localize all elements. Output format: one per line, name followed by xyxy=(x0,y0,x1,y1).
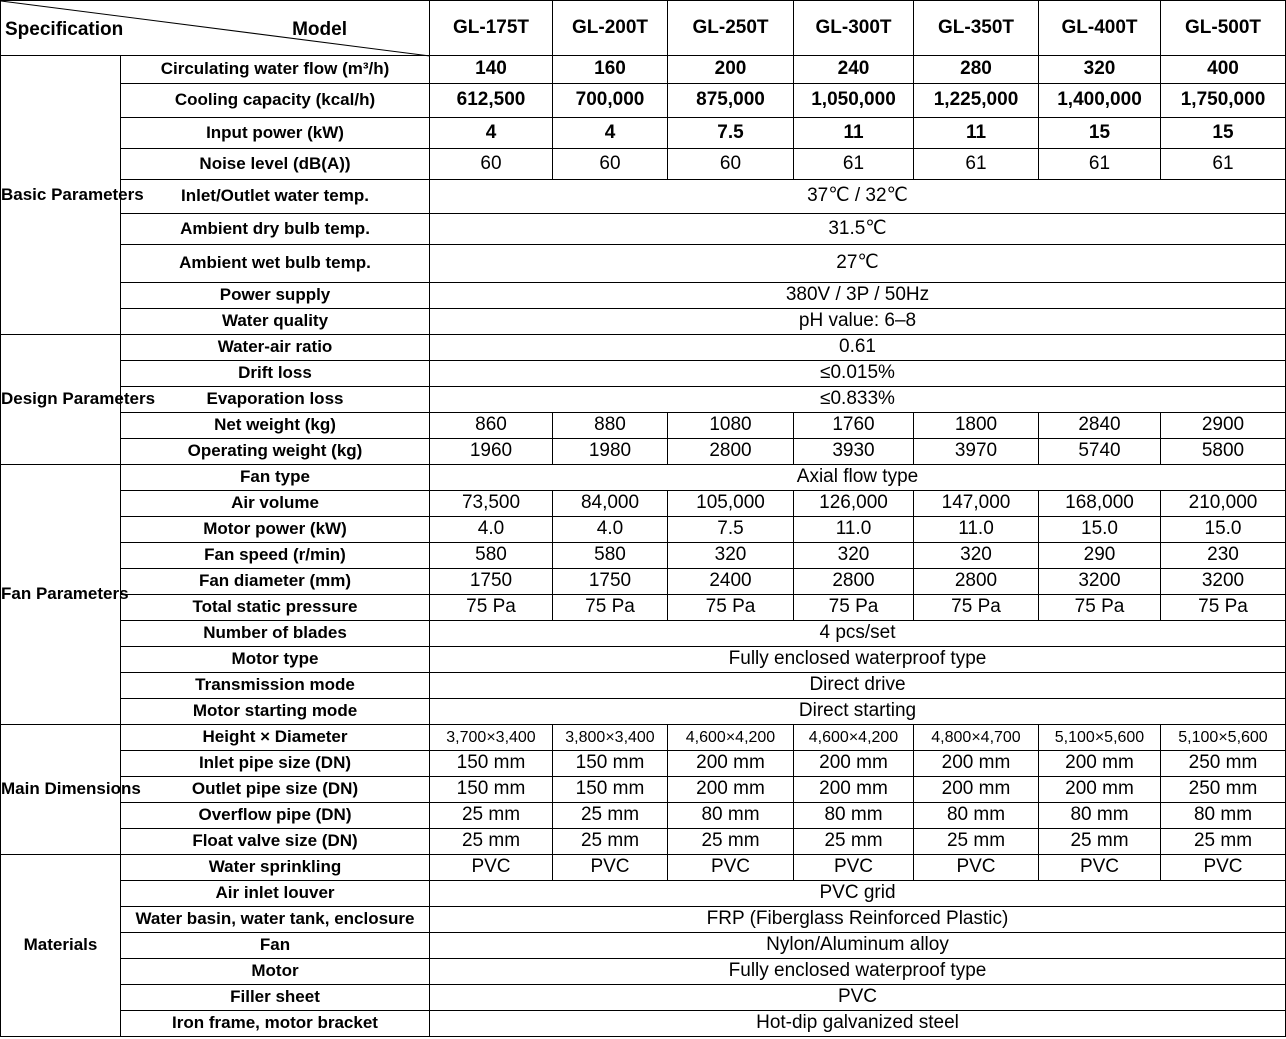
value-cell: 1,050,000 xyxy=(794,84,914,118)
merged-value-cell: 4 pcs/set xyxy=(430,621,1286,647)
value-cell: 150 mm xyxy=(430,777,553,803)
spec-body xyxy=(1,56,1286,1037)
table-row xyxy=(1,881,1286,907)
value-cell: 80 mm xyxy=(914,803,1039,829)
value-cell: 25 mm xyxy=(430,829,553,855)
merged-value-cell: Axial flow type xyxy=(430,465,1286,491)
value-cell: 80 mm xyxy=(1039,803,1161,829)
table-row xyxy=(1,621,1286,647)
table-row xyxy=(1,959,1286,985)
row-label: Ambient dry bulb temp. xyxy=(121,214,430,245)
corner-header xyxy=(1,1,430,56)
value-cell: 60 xyxy=(668,149,794,180)
value-cell: 4 xyxy=(553,118,668,149)
value-cell: 150 mm xyxy=(553,751,668,777)
value-cell: 3930 xyxy=(794,439,914,465)
value-cell: 2800 xyxy=(914,569,1039,595)
value-cell: 2900 xyxy=(1161,413,1286,439)
value-cell: 200 mm xyxy=(668,777,794,803)
model-label: Model xyxy=(292,19,347,41)
value-cell: 15 xyxy=(1161,118,1286,149)
table-row xyxy=(1,245,1286,283)
table-row xyxy=(1,84,1286,118)
value-cell: 580 xyxy=(430,543,553,569)
table-row xyxy=(1,543,1286,569)
header-row xyxy=(1,1,1286,56)
table-row xyxy=(1,569,1286,595)
value-cell: 320 xyxy=(668,543,794,569)
value-cell: 147,000 xyxy=(914,491,1039,517)
merged-value-cell: Hot-dip galvanized steel xyxy=(430,1011,1286,1037)
merged-value-cell: pH value: 6–8 xyxy=(430,309,1286,335)
table-row xyxy=(1,777,1286,803)
value-cell: 4.0 xyxy=(430,517,553,543)
value-cell: 61 xyxy=(914,149,1039,180)
value-cell: 105,000 xyxy=(668,491,794,517)
row-label: Evaporation loss xyxy=(121,387,430,413)
row-label: Drift loss xyxy=(121,361,430,387)
table-row xyxy=(1,56,1286,84)
value-cell: 168,000 xyxy=(1039,491,1161,517)
table-row xyxy=(1,387,1286,413)
value-cell: PVC xyxy=(553,855,668,881)
value-cell: 3,700×3,400 xyxy=(430,725,553,751)
value-cell: 3200 xyxy=(1039,569,1161,595)
table-row xyxy=(1,751,1286,777)
table-row xyxy=(1,829,1286,855)
value-cell: 320 xyxy=(1039,56,1161,84)
merged-value-cell: 0.61 xyxy=(430,335,1286,361)
section-name: Materials xyxy=(1,855,121,1037)
model-header: GL-175T xyxy=(430,1,553,56)
value-cell: 250 mm xyxy=(1161,777,1286,803)
row-label: Float valve size (DN) xyxy=(121,829,430,855)
value-cell: 25 mm xyxy=(553,803,668,829)
value-cell: 200 mm xyxy=(1039,777,1161,803)
row-label: Number of blades xyxy=(121,621,430,647)
value-cell: 75 Pa xyxy=(553,595,668,621)
row-label: Outlet pipe size (DN) xyxy=(121,777,430,803)
table-row xyxy=(1,855,1286,881)
value-cell: 5800 xyxy=(1161,439,1286,465)
value-cell: 200 mm xyxy=(914,751,1039,777)
row-label: Air volume xyxy=(121,491,430,517)
value-cell: 11 xyxy=(794,118,914,149)
table-row xyxy=(1,647,1286,673)
row-label: Water-air ratio xyxy=(121,335,430,361)
table-row xyxy=(1,907,1286,933)
value-cell: 73,500 xyxy=(430,491,553,517)
value-cell: 75 Pa xyxy=(914,595,1039,621)
table-row xyxy=(1,149,1286,180)
table-row xyxy=(1,413,1286,439)
merged-value-cell: ≤0.833% xyxy=(430,387,1286,413)
value-cell: 80 mm xyxy=(794,803,914,829)
row-label: Operating weight (kg) xyxy=(121,439,430,465)
value-cell: 860 xyxy=(430,413,553,439)
value-cell: 60 xyxy=(553,149,668,180)
model-header: GL-250T xyxy=(668,1,794,56)
value-cell: 11 xyxy=(914,118,1039,149)
table-row xyxy=(1,933,1286,959)
value-cell: 1750 xyxy=(553,569,668,595)
merged-value-cell: Direct drive xyxy=(430,673,1286,699)
table-row xyxy=(1,985,1286,1011)
model-header: GL-300T xyxy=(794,1,914,56)
table-row xyxy=(1,180,1286,214)
table-row xyxy=(1,361,1286,387)
value-cell: 25 mm xyxy=(794,829,914,855)
merged-value-cell: Nylon/Aluminum alloy xyxy=(430,933,1286,959)
table-row xyxy=(1,595,1286,621)
table-row xyxy=(1,699,1286,725)
value-cell: 2840 xyxy=(1039,413,1161,439)
row-label: Fan xyxy=(121,933,430,959)
value-cell: 75 Pa xyxy=(430,595,553,621)
value-cell: 80 mm xyxy=(1161,803,1286,829)
merged-value-cell: FRP (Fiberglass Reinforced Plastic) xyxy=(430,907,1286,933)
value-cell: 60 xyxy=(430,149,553,180)
value-cell: 700,000 xyxy=(553,84,668,118)
row-label: Motor power (kW) xyxy=(121,517,430,543)
value-cell: 80 mm xyxy=(668,803,794,829)
value-cell: 15.0 xyxy=(1161,517,1286,543)
value-cell: 4,800×4,700 xyxy=(914,725,1039,751)
value-cell: 290 xyxy=(1039,543,1161,569)
merged-value-cell: 37℃ / 32℃ xyxy=(430,180,1286,214)
value-cell: 1750 xyxy=(430,569,553,595)
value-cell: 75 Pa xyxy=(794,595,914,621)
value-cell: 230 xyxy=(1161,543,1286,569)
row-label: Motor starting mode xyxy=(121,699,430,725)
value-cell: 25 mm xyxy=(668,829,794,855)
row-label: Height × Diameter xyxy=(121,725,430,751)
value-cell: 1760 xyxy=(794,413,914,439)
row-label: Fan speed (r/min) xyxy=(121,543,430,569)
row-label: Cooling capacity (kcal/h) xyxy=(121,84,430,118)
section-name: Fan Parameters xyxy=(1,465,121,725)
value-cell: 400 xyxy=(1161,56,1286,84)
row-label: Filler sheet xyxy=(121,985,430,1011)
table-row xyxy=(1,803,1286,829)
merged-value-cell: Direct starting xyxy=(430,699,1286,725)
section-name: Design Parameters xyxy=(1,335,121,465)
value-cell: 150 mm xyxy=(553,777,668,803)
merged-value-cell: Fully enclosed waterproof type xyxy=(430,959,1286,985)
row-label: Motor type xyxy=(121,647,430,673)
table-row xyxy=(1,517,1286,543)
row-label: Iron frame, motor bracket xyxy=(121,1011,430,1037)
value-cell: 160 xyxy=(553,56,668,84)
section-name: Main Dimensions xyxy=(1,725,121,855)
row-label: Water basin, water tank, enclosure xyxy=(121,907,430,933)
table-row xyxy=(1,491,1286,517)
value-cell: 1,225,000 xyxy=(914,84,1039,118)
merged-value-cell: PVC grid xyxy=(430,881,1286,907)
value-cell: 84,000 xyxy=(553,491,668,517)
value-cell: 240 xyxy=(794,56,914,84)
value-cell: 25 mm xyxy=(1039,829,1161,855)
table-row xyxy=(1,283,1286,309)
value-cell: 25 mm xyxy=(1161,829,1286,855)
value-cell: 15.0 xyxy=(1039,517,1161,543)
value-cell: PVC xyxy=(914,855,1039,881)
value-cell: 2800 xyxy=(794,569,914,595)
value-cell: PVC xyxy=(668,855,794,881)
row-label: Transmission mode xyxy=(121,673,430,699)
value-cell: 4 xyxy=(430,118,553,149)
table-row xyxy=(1,439,1286,465)
value-cell: 126,000 xyxy=(794,491,914,517)
value-cell: 612,500 xyxy=(430,84,553,118)
table-row xyxy=(1,309,1286,335)
value-cell: 320 xyxy=(914,543,1039,569)
value-cell: 61 xyxy=(1161,149,1286,180)
value-cell: 280 xyxy=(914,56,1039,84)
value-cell: 200 mm xyxy=(794,751,914,777)
merged-value-cell: 380V / 3P / 50Hz xyxy=(430,283,1286,309)
value-cell: 1800 xyxy=(914,413,1039,439)
row-label: Motor xyxy=(121,959,430,985)
row-label: Inlet pipe size (DN) xyxy=(121,751,430,777)
value-cell: 3200 xyxy=(1161,569,1286,595)
table-row xyxy=(1,1011,1286,1037)
merged-value-cell: Fully enclosed waterproof type xyxy=(430,647,1286,673)
table-row xyxy=(1,118,1286,149)
value-cell: 61 xyxy=(1039,149,1161,180)
value-cell: 1960 xyxy=(430,439,553,465)
value-cell: 320 xyxy=(794,543,914,569)
table-row xyxy=(1,214,1286,245)
row-label: Fan diameter (mm) xyxy=(121,569,430,595)
value-cell: 200 mm xyxy=(668,751,794,777)
value-cell: 1,750,000 xyxy=(1161,84,1286,118)
value-cell: 7.5 xyxy=(668,118,794,149)
merged-value-cell: ≤0.015% xyxy=(430,361,1286,387)
model-header: GL-350T xyxy=(914,1,1039,56)
value-cell: 3970 xyxy=(914,439,1039,465)
value-cell: 1980 xyxy=(553,439,668,465)
section-name: Basic Parameters xyxy=(1,56,121,335)
value-cell: 3,800×3,400 xyxy=(553,725,668,751)
value-cell: 4,600×4,200 xyxy=(794,725,914,751)
row-label: Fan type xyxy=(121,465,430,491)
table-row xyxy=(1,673,1286,699)
value-cell: 15 xyxy=(1039,118,1161,149)
value-cell: 7.5 xyxy=(668,517,794,543)
value-cell: 4,600×4,200 xyxy=(668,725,794,751)
value-cell: 1080 xyxy=(668,413,794,439)
model-header: GL-500T xyxy=(1161,1,1286,56)
value-cell: PVC xyxy=(1039,855,1161,881)
row-label: Inlet/Outlet water temp. xyxy=(121,180,430,214)
row-label: Overflow pipe (DN) xyxy=(121,803,430,829)
value-cell: 5,100×5,600 xyxy=(1039,725,1161,751)
merged-value-cell: 27℃ xyxy=(430,245,1286,283)
value-cell: 250 mm xyxy=(1161,751,1286,777)
value-cell: 200 mm xyxy=(1039,751,1161,777)
value-cell: 25 mm xyxy=(914,829,1039,855)
value-cell: 5740 xyxy=(1039,439,1161,465)
value-cell: 2800 xyxy=(668,439,794,465)
row-label: Water sprinkling xyxy=(121,855,430,881)
value-cell: 1,400,000 xyxy=(1039,84,1161,118)
value-cell: 75 Pa xyxy=(1161,595,1286,621)
row-label: Air inlet louver xyxy=(121,881,430,907)
row-label: Circulating water flow (m³/h) xyxy=(121,56,430,84)
table-row xyxy=(1,335,1286,361)
value-cell: PVC xyxy=(430,855,553,881)
value-cell: PVC xyxy=(794,855,914,881)
value-cell: 75 Pa xyxy=(1039,595,1161,621)
value-cell: PVC xyxy=(1161,855,1286,881)
value-cell: 5,100×5,600 xyxy=(1161,725,1286,751)
value-cell: 2400 xyxy=(668,569,794,595)
model-header: GL-400T xyxy=(1039,1,1161,56)
table-row xyxy=(1,465,1286,491)
row-label: Ambient wet bulb temp. xyxy=(121,245,430,283)
row-label: Water quality xyxy=(121,309,430,335)
value-cell: 580 xyxy=(553,543,668,569)
row-label: Power supply xyxy=(121,283,430,309)
row-label: Total static pressure xyxy=(121,595,430,621)
value-cell: 200 mm xyxy=(794,777,914,803)
value-cell: 25 mm xyxy=(430,803,553,829)
value-cell: 200 mm xyxy=(914,777,1039,803)
value-cell: 25 mm xyxy=(553,829,668,855)
value-cell: 11.0 xyxy=(914,517,1039,543)
value-cell: 210,000 xyxy=(1161,491,1286,517)
model-header: GL-200T xyxy=(553,1,668,56)
merged-value-cell: PVC xyxy=(430,985,1286,1011)
value-cell: 880 xyxy=(553,413,668,439)
merged-value-cell: 31.5℃ xyxy=(430,214,1286,245)
value-cell: 200 xyxy=(668,56,794,84)
value-cell: 4.0 xyxy=(553,517,668,543)
value-cell: 150 mm xyxy=(430,751,553,777)
row-label: Net weight (kg) xyxy=(121,413,430,439)
table-row xyxy=(1,725,1286,751)
value-cell: 11.0 xyxy=(794,517,914,543)
row-label: Noise level (dB(A)) xyxy=(121,149,430,180)
row-label: Input power (kW) xyxy=(121,118,430,149)
value-cell: 75 Pa xyxy=(668,595,794,621)
value-cell: 140 xyxy=(430,56,553,84)
specification-label: Specification xyxy=(5,19,124,41)
value-cell: 61 xyxy=(794,149,914,180)
value-cell: 875,000 xyxy=(668,84,794,118)
